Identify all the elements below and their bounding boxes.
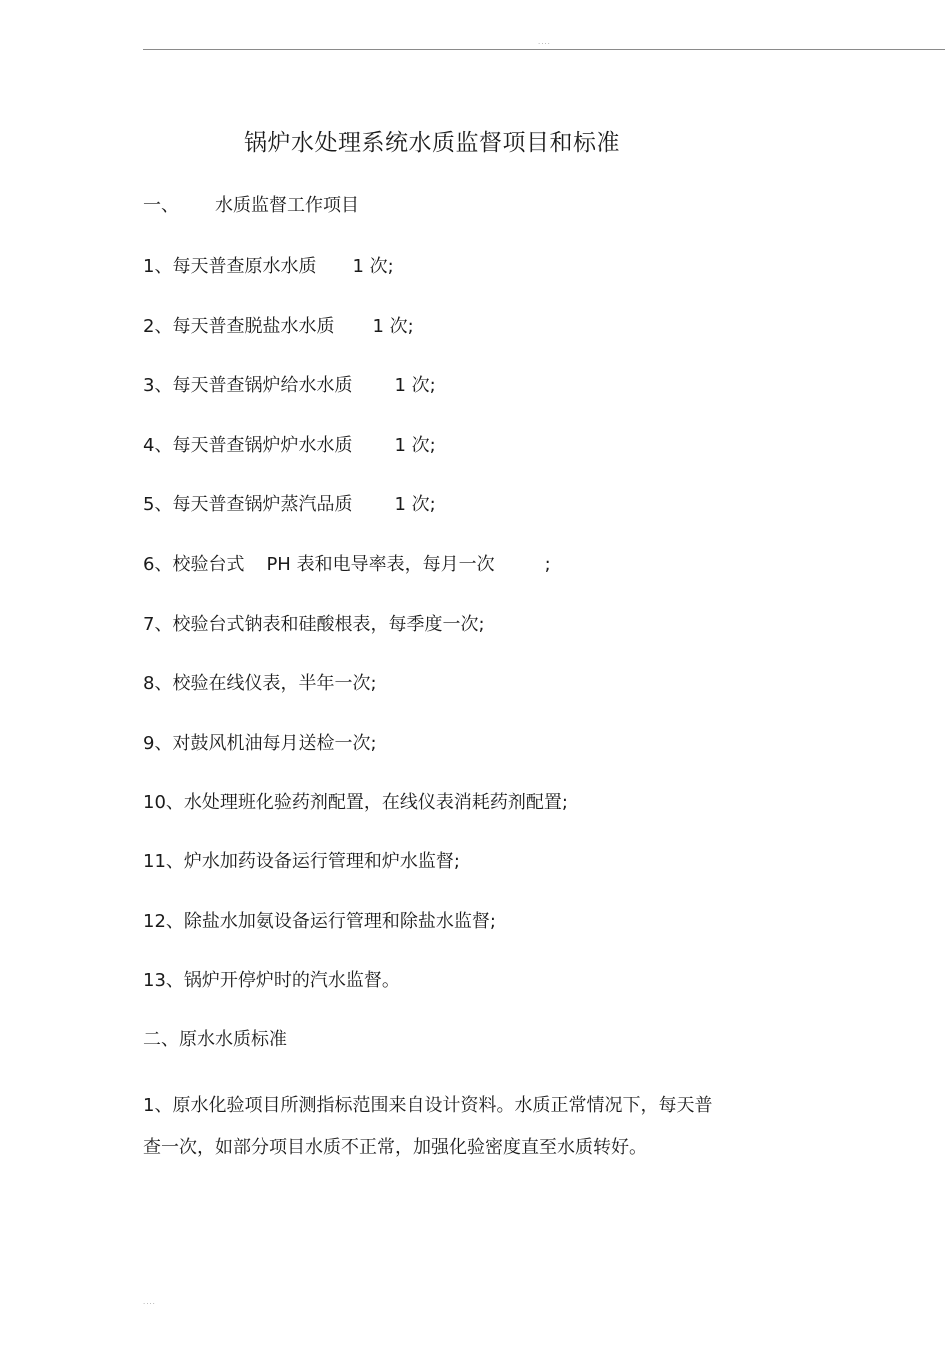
list-item-text: 3、每天普查锅炉给水水质	[143, 375, 353, 396]
list-item: 8、校验在线仪表，半年一次;	[143, 673, 377, 694]
header-mark: ....	[538, 38, 551, 46]
list-item: 10、水处理班化验药剂配置，在线仪表消耗药剂配置;	[143, 792, 568, 813]
list-item-end: ;	[544, 554, 551, 575]
list-item	[143, 493, 436, 517]
page-title: 锅炉水处理系统水质监督项目和标准	[244, 130, 620, 156]
list-item	[143, 315, 414, 339]
list-item-count: 1 次;	[394, 494, 436, 515]
section1-heading-text: 水质监督工作项目	[215, 195, 359, 216]
list-item-count: 1 次;	[394, 375, 436, 396]
list-item: 12、除盐水加氨设备运行管理和除盐水监督;	[143, 911, 496, 932]
list-item: 11、炉水加药设备运行管理和炉水监督;	[143, 851, 460, 872]
list-item: 7、校验台式钠表和硅酸根表，每季度一次;	[143, 614, 485, 635]
list-item	[143, 434, 436, 458]
header-rule	[143, 49, 945, 50]
list-item	[143, 255, 394, 279]
list-item-text: 1、每天普查原水水质	[143, 256, 317, 277]
list-item: 13、锅炉开停炉时的汽水监督。	[143, 970, 400, 991]
list-item-count: 1 次;	[352, 256, 394, 277]
list-item-text: 6、校验台式	[143, 554, 245, 575]
section2-paragraph: 1、原水化验项目所测指标范围来自设计资料。水质正常情况下，每天普查一次，如部分项目水质不正常，加强化验密度直至水质转好。	[143, 1095, 713, 1158]
section2-heading: 二、原水水质标准	[143, 1029, 287, 1050]
list-item-count: 1 次;	[394, 435, 436, 456]
section1-number: 一、	[143, 195, 179, 216]
list-item-text: 5、每天普查锅炉蒸汽品质	[143, 494, 353, 515]
list-item-text: 2、每天普查脱盐水水质	[143, 316, 335, 337]
list-item: 9、对鼓风机油每月送检一次;	[143, 733, 377, 754]
list-item-mid: PH 表和电导率表，每月一次	[266, 554, 495, 575]
list-item-count: 1 次;	[372, 316, 414, 337]
section1-heading	[143, 194, 359, 218]
list-item-text: 4、每天普查锅炉炉水水质	[143, 435, 353, 456]
list-item	[143, 553, 551, 577]
list-item	[143, 374, 436, 398]
footer-mark: ....	[143, 1298, 156, 1306]
